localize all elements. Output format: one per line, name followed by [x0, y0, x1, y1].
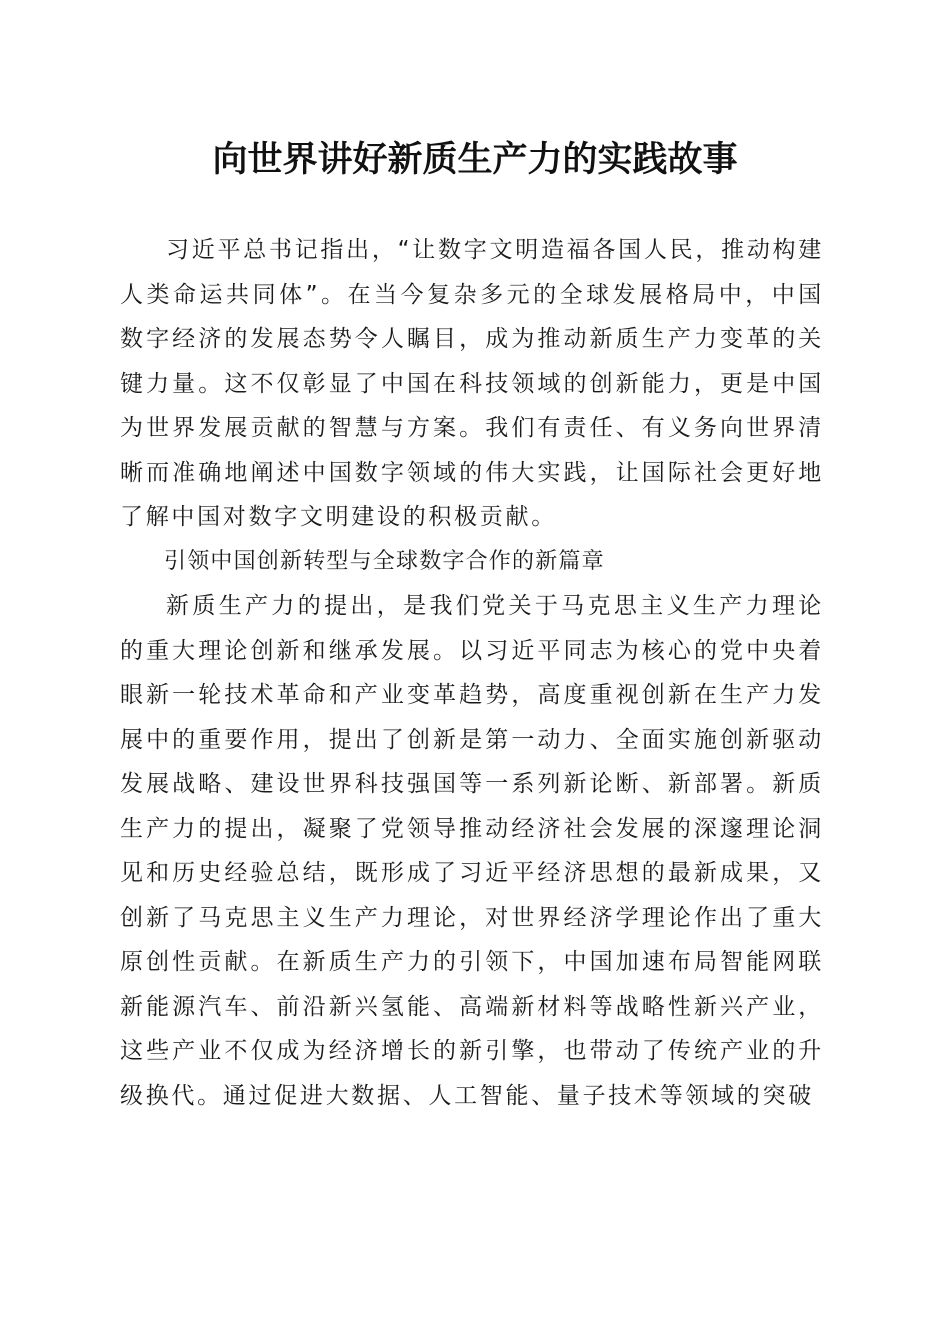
- section-subheading: 引领中国创新转型与全球数字合作的新篇章: [164, 548, 605, 574]
- paragraph-intro: 习近平总书记指出，“让数字文明造福各国人民，推动构建人类命运共同体”。在当今复杂多元的全球发展格局中，中国数字经济的发展态势令人瞩目，成为推动新质生产力变革的关键力量。这不仅彰显了中国在科技领域的创新能力，更是中国为世界发展贡献的智慧与方案。我们有责任、有义务向世界清晰而准确地阐述中国数字领域的伟大实践，让国际社会更好地了解中国对数字文明建设的积极贡献。: [120, 237, 824, 530]
- document-body: [120, 228, 824, 1118]
- document-title: 向世界讲好新质生产力的实践故事: [212, 139, 738, 180]
- paragraph-new-productivity: 新质生产力的提出，是我们党关于马克思主义生产力理论的重大理论创新和继承发展。以习近平同志为核心的党中央着眼新一轮技术革命和产业变革趋势，高度重视创新在生产力发展中的重要作用，提出了创新是第一动力、全面实施创新驱动发展战略、建设世界科技强国等一系列新论断、新部署。新质生产力的提出，凝聚了党领导推动经济社会发展的深邃理论洞见和历史经验总结，既形成了习近平经济思想的最新成果，又创新了马克思主义生产力理论，对世界经济学理论作出了重大原创性贡献。在新质生产力的引领下，中国加速布局智能网联新能源汽车、前沿新兴氢能、高端新材料等战略性新兴产业，这些产业不仅成为经济增长的新引擎，也带动了传统产业的升级换代。通过促进大数据、人工智能、量子技术等领域的突破: [120, 593, 824, 1109]
